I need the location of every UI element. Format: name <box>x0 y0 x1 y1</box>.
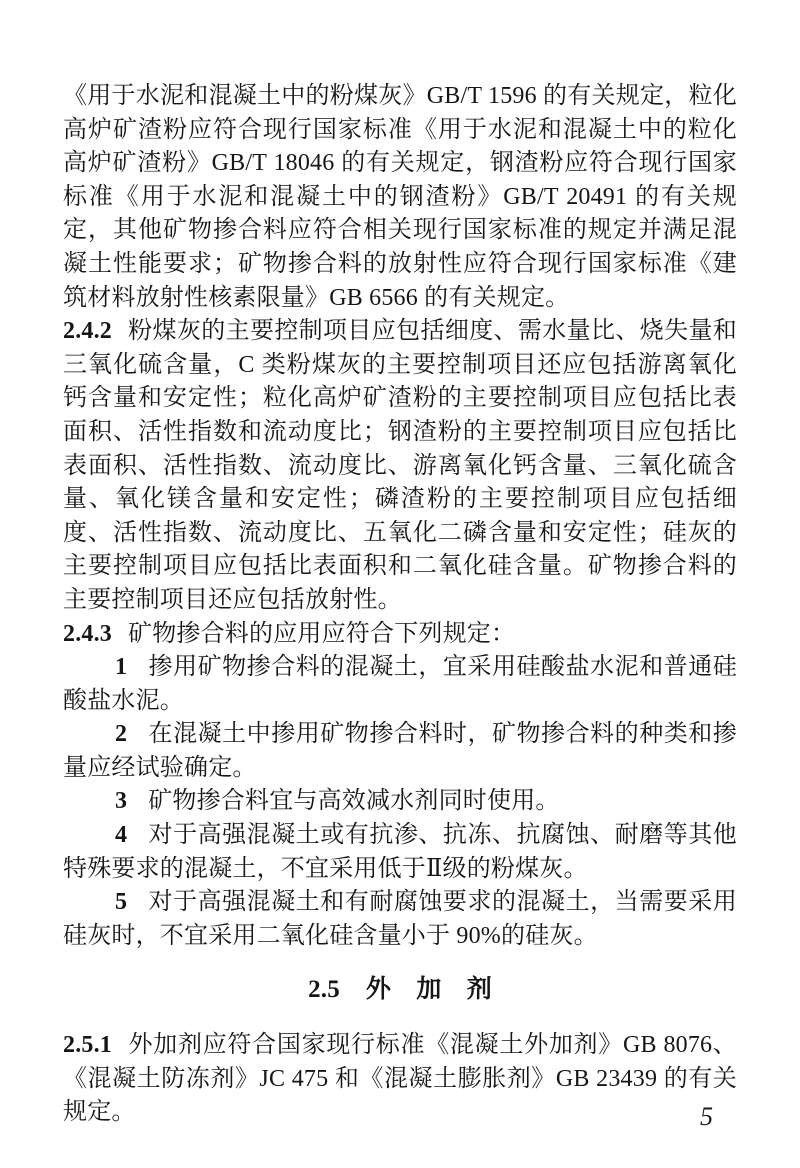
clause-number: 2.4.2 <box>63 318 112 345</box>
page-number: 5 <box>700 1102 713 1131</box>
clause-text: 粉煤灰的主要控制项目应包括细度、需水量比、烧失量和三氧化硫含量，C 类粉煤灰的主要控制项目还应包括游离氧化钙含量和安定性；粒化高炉矿渣粉的主要控制项目应包括比表面积、活性指数和流动度比；钢渣粉的主要控制项目应包括比表面积、活性指数、流动度比、游离氧化钙含量、三氧化硫含量、氧化镁含量和安定性；磷渣粉的主要控制项目应包括细度、活性指数、流动度比、五氧化二磷含量和安定性；硅灰的主要控制项目应包括比表面积和二氧化硅含量。矿物掺合料的主要控制项目还应包括放射性。 <box>63 318 737 613</box>
item-number: 2 <box>115 721 128 748</box>
clause-2-4-3 <box>63 618 737 652</box>
section-heading-2-5 <box>63 973 737 1007</box>
page-body <box>63 80 737 1130</box>
section-heading-number: 2.5 <box>308 976 340 1004</box>
clause-2-4-2 <box>63 315 737 617</box>
item-text: 掺用矿物掺合料的混凝土，宜采用硅酸盐水泥和普通硅酸盐水泥。 <box>63 654 737 714</box>
paragraph-2-4-1-continuation <box>63 80 737 315</box>
clause-2-5-1 <box>63 1029 737 1130</box>
list-item-2 <box>63 718 737 785</box>
item-text: 对于高强混凝土和有耐腐蚀要求的混凝土，当需要采用硅灰时，不宜采用二氧化硅含量小于 90%的硅灰。 <box>63 889 737 949</box>
clause-text: 外加剂应符合国家现行标准《混凝土外加剂》GB 8076、《混凝土防冻剂》JC 475 和《混凝土膨胀剂》GB 23439 的有关规定。 <box>63 1032 737 1126</box>
clause-text: 矿物掺合料的应用应符合下列规定： <box>128 620 516 647</box>
item-number: 5 <box>115 889 128 916</box>
item-text: 在混凝土中掺用矿物掺合料时，矿物掺合料的种类和掺量应经试验确定。 <box>63 721 737 781</box>
item-number: 4 <box>115 822 128 849</box>
clause-number: 2.4.3 <box>63 620 112 647</box>
clause-number: 2.5.1 <box>63 1032 112 1059</box>
item-text: 对于高强混凝土或有抗渗、抗冻、抗腐蚀、耐磨等其他特殊要求的混凝土，不宜采用低于Ⅱ级的粉煤灰。 <box>63 822 737 882</box>
list-item-1 <box>63 651 737 718</box>
list-item-5 <box>63 886 737 953</box>
item-number: 1 <box>115 654 128 681</box>
list-item-4 <box>63 819 737 886</box>
item-number: 3 <box>115 788 128 815</box>
item-text: 矿物掺合料宜与高效减水剂同时使用。 <box>148 788 560 815</box>
section-heading-title: 外 加 剂 <box>365 976 492 1004</box>
paragraph-text: 《用于水泥和混凝土中的粉煤灰》GB/T 1596 的有关规定，粒化高炉矿渣粉应符合现行国家标准《用于水泥和混凝土中的粒化高炉矿渣粉》GB/T 18046 的有关规定，钢渣粉应符合现行国家标准《用于水泥和混凝土中的钢渣粉》GB/T 20491 的有关规定，其他矿物掺合料应符合相关现行国家标准的规定并满足混凝土性能要求；矿物掺合料的放射性应符合现行国家标准《建筑材料放射性核素限量》GB 6566 的有关规定。 <box>63 83 737 311</box>
list-item-3 <box>63 785 737 819</box>
